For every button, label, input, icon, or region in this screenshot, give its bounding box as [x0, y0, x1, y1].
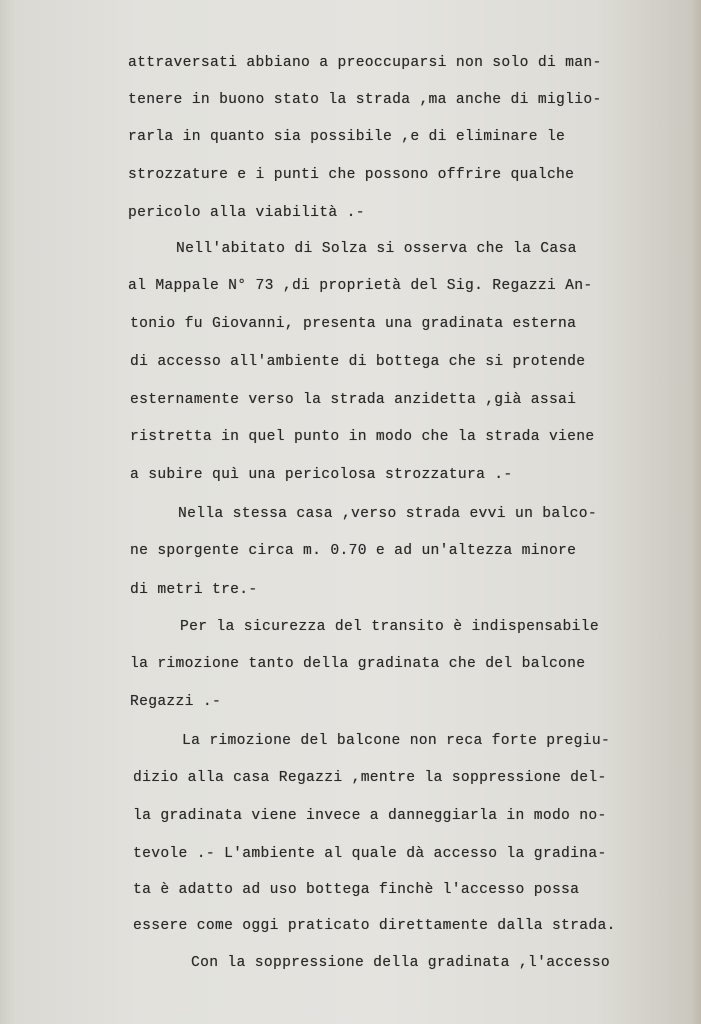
- text-line: Per la sicurezza del transito è indispensabile: [180, 619, 599, 635]
- text-line: di accesso all'ambiente di bottega che si protende: [130, 354, 586, 370]
- text-line: pericolo alla viabilità .-: [128, 205, 365, 221]
- text-line: esternamente verso la strada anzidetta ,già assai: [130, 392, 577, 408]
- text-line: Con la soppressione della gradinata ,l'accesso: [191, 955, 610, 971]
- text-line: dizio alla casa Regazzi ,mentre la soppressione del-: [133, 770, 607, 786]
- text-line: a subire quì una pericolosa strozzatura .-: [130, 467, 513, 483]
- page-edge-shadow: [691, 0, 701, 1024]
- page-fold-shadow: [0, 0, 16, 1024]
- text-line: attraversati abbiano a preoccuparsi non solo di man-: [128, 55, 602, 71]
- text-line: la gradinata viene invece a danneggiarla in modo no-: [133, 808, 607, 824]
- text-line: la rimozione tanto della gradinata che del balcone: [130, 656, 586, 672]
- text-line: tevole .- L'ambiente al quale dà accesso la gradina-: [133, 846, 607, 862]
- text-line: Nell'abitato di Solza si osserva che la Casa: [176, 241, 577, 257]
- text-line: essere come oggi praticato direttamente dalla strada.: [133, 918, 616, 934]
- text-line: Nella stessa casa ,verso strada evvi un balco-: [178, 506, 597, 522]
- text-line: tonio fu Giovanni, presenta una gradinata esterna: [130, 316, 577, 332]
- text-line: al Mappale N° 73 ,di proprietà del Sig. Regazzi An-: [128, 278, 593, 294]
- text-line: ta è adatto ad uso bottega finchè l'accesso possa: [133, 882, 580, 898]
- text-line: tenere in buono stato la strada ,ma anche di miglio-: [128, 92, 602, 108]
- text-line: La rimozione del balcone non reca forte pregiu-: [182, 733, 611, 749]
- text-line: Regazzi .-: [130, 694, 222, 710]
- text-line: ristretta in quel punto in modo che la strada viene: [130, 429, 595, 445]
- text-line: strozzature e i punti che possono offrire qualche: [128, 167, 575, 183]
- text-line: di metri tre.-: [130, 582, 258, 598]
- text-line: ne sporgente circa m. 0.70 e ad un'altezza minore: [130, 543, 577, 559]
- text-line: rarla in quanto sia possibile ,e di eliminare le: [128, 129, 566, 145]
